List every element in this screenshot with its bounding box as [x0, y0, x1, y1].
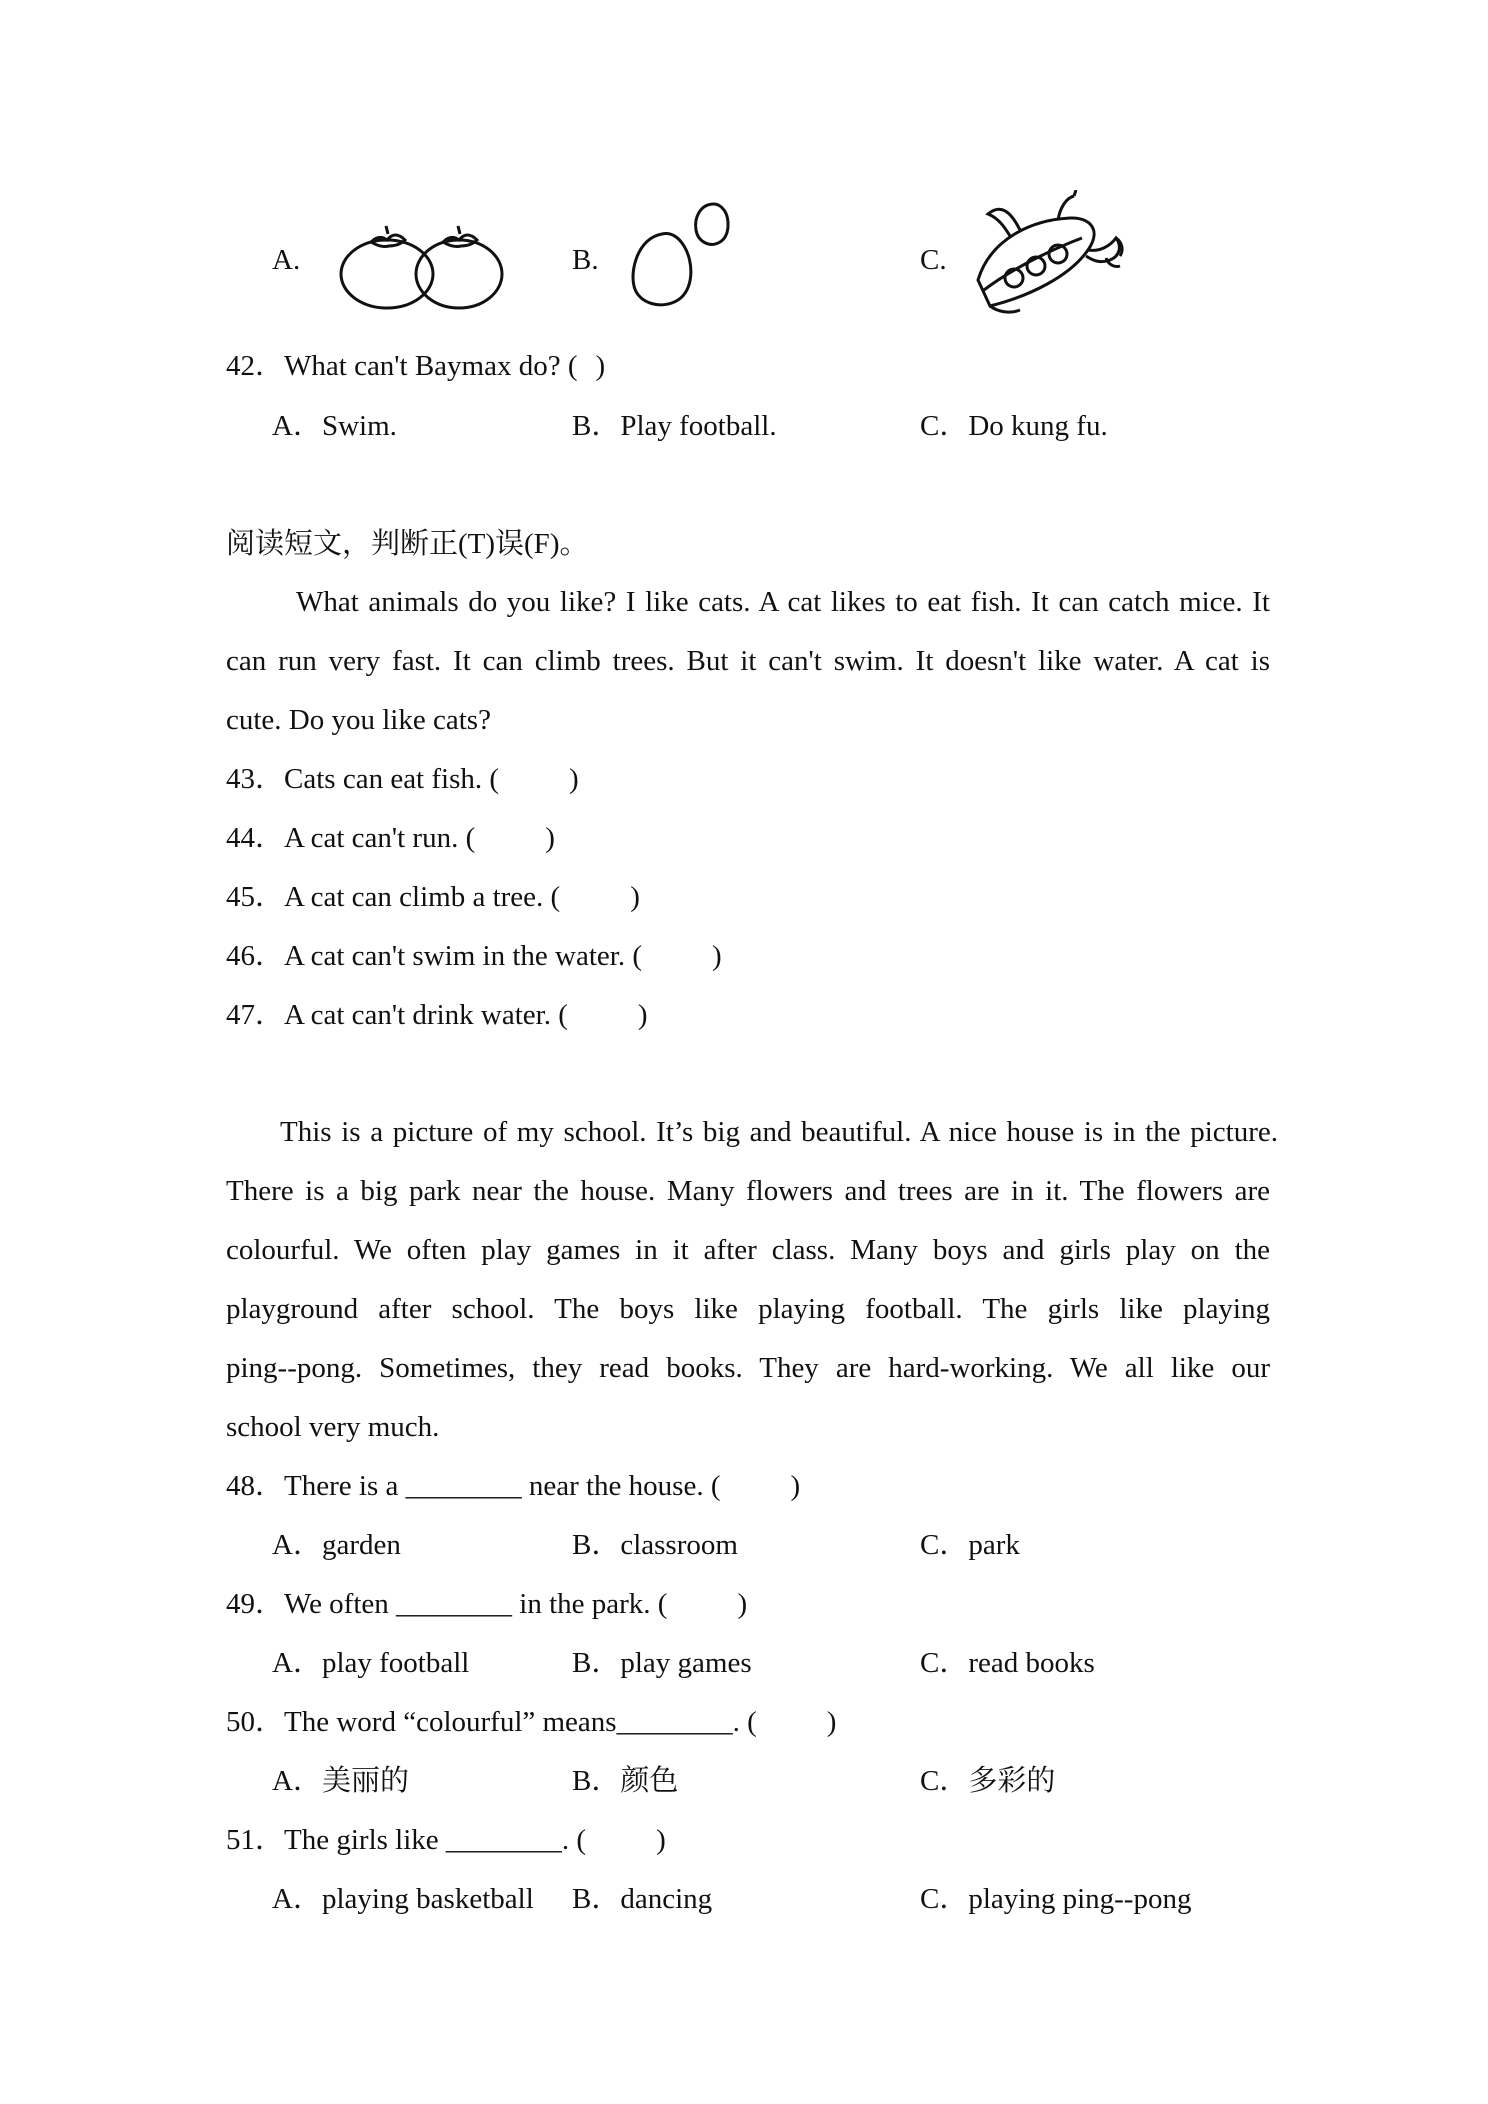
question-48: [226, 1472, 800, 1501]
tomatoes-icon: [335, 222, 505, 312]
question-45: [226, 883, 640, 912]
q49-option-c[interactable]: C．read books: [920, 1647, 1095, 1679]
answer-paren-close: ): [595, 350, 606, 382]
answer-paren-close: ): [545, 822, 555, 854]
option-a-label: A.: [272, 244, 301, 276]
peas-icon: [970, 190, 1130, 325]
passage1-line-2: can run very fast. It can climb trees. But it can't swim. It doesn't like water. A cat is: [226, 645, 1270, 677]
q51-option-a[interactable]: A．playing basketball: [272, 1883, 534, 1915]
answer-paren-close: ): [630, 881, 640, 913]
q50-option-c[interactable]: C．多彩的: [920, 1765, 1056, 1797]
q49-option-b[interactable]: B．play games: [572, 1647, 752, 1679]
question-text: A cat can't run. (: [284, 822, 476, 854]
eggs-icon: [622, 200, 742, 312]
q48-option-b[interactable]: B．classroom: [572, 1529, 738, 1561]
q42-option-c[interactable]: C．Do kung fu.: [920, 410, 1108, 442]
question-number: 46．: [226, 940, 285, 972]
passage1-line-1: What animals do you like? I like cats. A cat likes to eat fish. It can catch mice. It: [296, 586, 1270, 618]
passage2-line-5: ping--pong. Sometimes, they read books. They are hard-working. We all like our: [226, 1352, 1270, 1384]
section-instruction: 阅读短文，判断正(T)误(F)。: [226, 528, 589, 560]
question-44: [226, 824, 555, 853]
question-text: There is a ________ near the house. (: [284, 1470, 721, 1502]
q51-option-c[interactable]: C．playing ping--pong: [920, 1883, 1192, 1915]
question-number: 50．: [226, 1706, 285, 1738]
question-text: What can't Baymax do? (: [284, 350, 578, 382]
question-text: A cat can climb a tree. (: [284, 881, 561, 913]
q48-option-a[interactable]: A．garden: [272, 1529, 401, 1561]
q49-option-a[interactable]: A．play football: [272, 1647, 470, 1679]
option-b-label: B.: [572, 244, 599, 276]
question-number: 45．: [226, 881, 285, 913]
answer-paren-close: ): [737, 1588, 748, 1620]
answer-paren-close: ): [790, 1470, 801, 1502]
question-text: A cat can't swim in the water. (: [284, 940, 642, 972]
question-number: 47．: [226, 999, 285, 1031]
question-49: [226, 1590, 747, 1619]
question-51: [226, 1826, 666, 1855]
question-46: [226, 942, 722, 971]
passage2-line-2: There is a big park near the house. Many flowers and trees are in it. The flowers are: [226, 1175, 1270, 1207]
question-number: 48．: [226, 1470, 285, 1502]
question-text: The word “colourful” means________. (: [284, 1706, 757, 1738]
question-number: 44．: [226, 822, 285, 854]
question-42: [226, 352, 605, 381]
question-number: 49．: [226, 1588, 285, 1620]
passage2-line-6: school very much.: [226, 1411, 440, 1443]
q42-option-a[interactable]: A．Swim.: [272, 410, 397, 442]
question-text: The girls like ________. (: [284, 1824, 587, 1856]
option-c-label: C.: [920, 244, 947, 276]
answer-paren-close: ): [637, 999, 648, 1031]
question-47: [226, 1001, 648, 1030]
q50-option-a[interactable]: A．美丽的: [272, 1765, 409, 1797]
answer-paren-close: ): [569, 763, 579, 795]
passage2-line-1: This is a picture of my school. It’s big and beautiful. A nice house is in the picture.: [280, 1116, 1278, 1148]
question-text: A cat can't drink water. (: [284, 999, 568, 1031]
passage2-line-3: colourful. We often play games in it after class. Many boys and girls play on the: [226, 1234, 1270, 1266]
question-text: We often ________ in the park. (: [284, 1588, 668, 1620]
q51-option-b[interactable]: B．dancing: [572, 1883, 713, 1915]
question-43: [226, 765, 579, 794]
passage2-line-4: playground after school. The boys like playing football. The girls like playing: [226, 1293, 1270, 1325]
question-number: 51．: [226, 1824, 285, 1856]
passage1-line-3: cute. Do you like cats?: [226, 704, 491, 736]
answer-paren-close: ): [656, 1824, 666, 1856]
question-text: Cats can eat fish. (: [284, 763, 500, 795]
q50-option-b[interactable]: B．颜色: [572, 1765, 679, 1797]
question-50: [226, 1708, 836, 1737]
q42-option-b[interactable]: B．Play football.: [572, 410, 777, 442]
question-number: 43．: [226, 763, 285, 795]
answer-paren-close: ): [826, 1706, 837, 1738]
answer-paren-close: ): [711, 940, 722, 972]
question-number: 42．: [226, 350, 285, 382]
q48-option-c[interactable]: C．park: [920, 1529, 1020, 1561]
